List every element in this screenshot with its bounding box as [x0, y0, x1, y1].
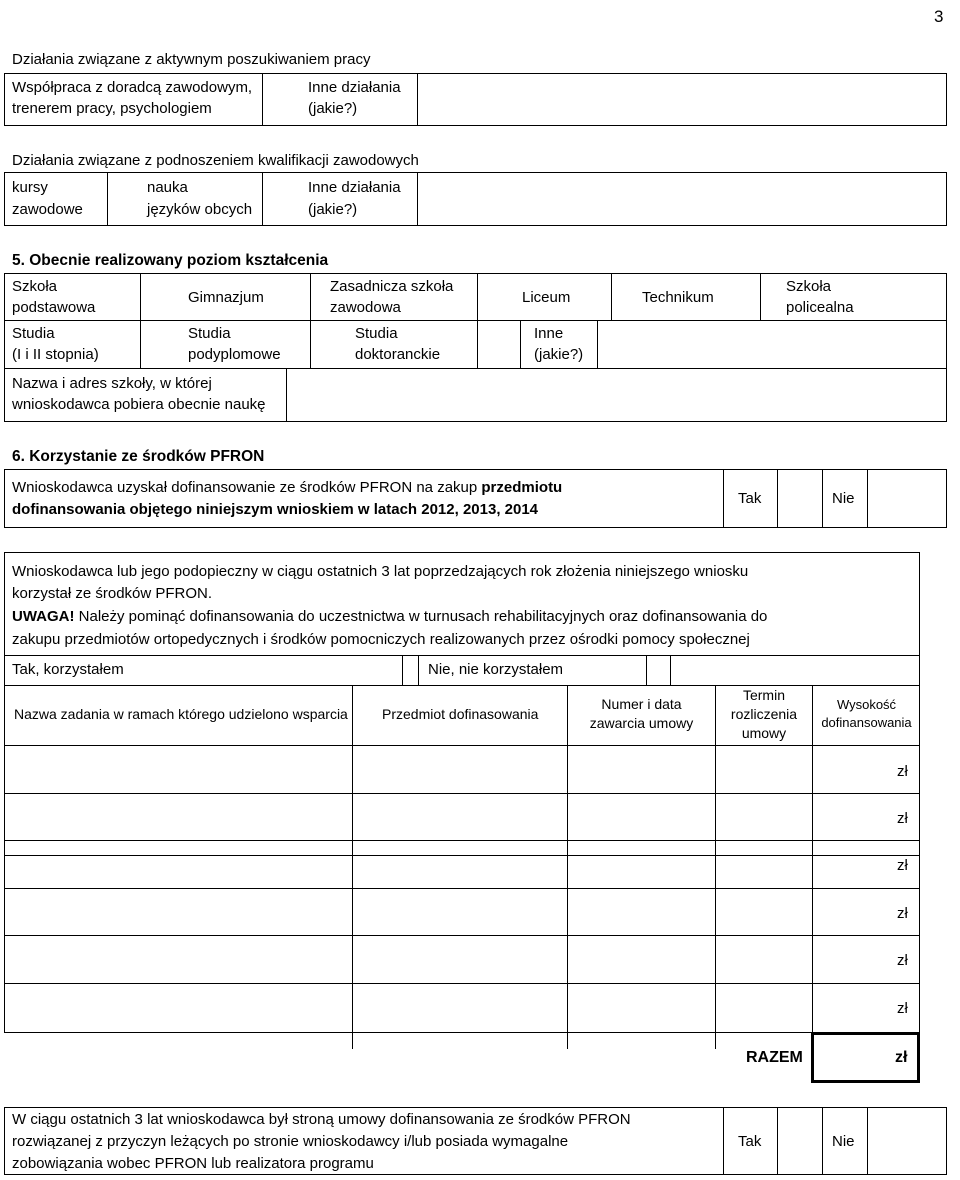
cell-divider — [567, 685, 568, 1049]
job-search-other-label: Inne działania — [308, 79, 401, 96]
row-divider — [4, 320, 947, 321]
table-header-amount: dofinansowania — [821, 715, 912, 730]
table-header-task: Nazwa zadania w ramach którego udzielono wsparcia — [14, 706, 348, 722]
qual-languages-label: języków obcych — [147, 201, 253, 218]
currency-label: zł — [897, 810, 908, 827]
cell-divider — [670, 655, 671, 685]
row-divider — [4, 793, 920, 794]
job-search-heading: Działania związane z aktywnym poszukiwaniem pracy — [12, 51, 371, 68]
currency-label: zł — [897, 905, 908, 922]
row-divider — [4, 840, 920, 841]
table-header-settlement: umowy — [741, 725, 787, 741]
education-heading: 5. Obecnie realizowany poziom kształcenia — [12, 252, 329, 269]
edu-technikum-label: Technikum — [642, 289, 714, 306]
row-divider — [4, 983, 920, 984]
cell-divider — [418, 655, 419, 685]
cell-divider — [310, 320, 311, 368]
pfron-q1-no-label: Nie — [832, 490, 855, 507]
edu-postsecondary-label: Szkoła — [786, 278, 832, 295]
edu-other-label: (jakie?) — [534, 346, 584, 363]
job-search-other-label: (jakie?) — [308, 100, 358, 117]
cell-divider — [107, 172, 108, 226]
edu-postsecondary-label: policealna — [786, 299, 854, 316]
table-header-settlement: Termin — [742, 687, 785, 703]
job-search-other-field[interactable] — [418, 74, 946, 125]
cell-divider — [822, 469, 823, 528]
edu-postgraduate-label: Studia — [188, 325, 231, 342]
page-number: 3 — [934, 7, 944, 26]
edu-other-label: Inne — [534, 325, 564, 342]
cell-divider — [597, 320, 598, 368]
cell-divider — [520, 320, 521, 368]
pfron-q3-yes-checkbox[interactable] — [778, 1108, 822, 1174]
table-header-contract: Numer i data — [601, 696, 682, 712]
table-header-settlement: rozliczenia — [730, 706, 798, 722]
pfron-q3-text: zobowiązania wobec PFRON lub realizatora programu — [12, 1155, 374, 1172]
table-border — [4, 856, 5, 1033]
pfron-q3-text: W ciągu ostatnich 3 lat wnioskodawca był stroną umowy dofinansowania ze środków PFRON — [12, 1111, 631, 1128]
cell-divider — [477, 320, 478, 368]
pfron-q1-yes-checkbox[interactable] — [778, 470, 822, 527]
cell-divider — [140, 320, 141, 368]
row-divider — [4, 935, 920, 936]
job-search-counseling-label: trenerem pracy, psychologiem — [12, 100, 212, 117]
school-name-label: Nazwa i adres szkoły, w której — [12, 375, 212, 392]
qual-other-label: (jakie?) — [308, 201, 358, 218]
pfron-q3-text: rozwiązanej z przyczyn leżących po stronie wnioskodawcy i/lub posiada wymagalne — [12, 1133, 569, 1150]
cell-divider — [611, 273, 612, 320]
pfron-option-no-label: Nie, nie korzystałem — [428, 661, 564, 678]
cell-divider — [812, 685, 813, 1049]
pfron-q3-no-label: Nie — [832, 1133, 855, 1150]
row-divider — [4, 888, 920, 889]
pfron-q3-yes-label: Tak — [738, 1133, 762, 1150]
pfron-q1-no-checkbox[interactable] — [868, 470, 946, 527]
edu-doctoral-label: doktoranckie — [355, 346, 441, 363]
qual-languages-label: nauka — [147, 179, 188, 196]
edu-postgraduate-label: podyplomowe — [188, 346, 281, 363]
cell-divider — [477, 273, 478, 320]
edu-doctoral-label: Studia — [355, 325, 398, 342]
job-search-counseling-label: Współpraca z doradcą zawodowym, — [12, 79, 253, 96]
school-name-field[interactable] — [287, 369, 946, 421]
edu-primary-label: Szkoła — [12, 278, 58, 295]
pfron-q2-text: korzystał ze środków PFRON. — [12, 585, 213, 602]
qual-courses-label: zawodowe — [12, 201, 83, 218]
cell-divider — [310, 273, 311, 320]
edu-gimnazjum-label: Gimnazjum — [188, 289, 264, 306]
cell-divider — [262, 172, 263, 226]
edu-liceum-label: Liceum — [522, 289, 571, 306]
table-header-amount: Wysokość — [836, 697, 897, 712]
pfron-heading: 6. Korzystanie ze środków PFRON — [12, 448, 265, 465]
pfron-q1-text: dofinansowania objętego niniejszym wnioskiem w latach 2012, 2013, 2014 — [12, 501, 539, 518]
currency-label: zł — [897, 857, 908, 874]
qual-other-field[interactable] — [418, 173, 946, 225]
edu-vocational-label: Zasadnicza szkoła — [330, 278, 454, 295]
edu-studies-label: Studia — [12, 325, 55, 342]
cell-divider — [140, 273, 141, 320]
edu-studies-label: (I i II stopnia) — [12, 346, 99, 363]
pfron-option-no-checkbox[interactable] — [647, 656, 670, 684]
pfron-q2-warning: UWAGA! Należy pominąć dofinansowania do uczestnictwa w turnusach rehabilitacyjnych oraz dofinansowania do — [12, 608, 768, 625]
row-divider — [4, 745, 920, 746]
qualifications-heading: Działania związane z podnoszeniem kwalifikacji zawodowych — [12, 152, 419, 169]
table-header-contract: zawarcia umowy — [589, 715, 694, 731]
pfron-q3-no-checkbox[interactable] — [868, 1108, 946, 1174]
cell-divider — [723, 469, 724, 528]
table-header-subject: Przedmiot dofinasowania — [382, 706, 539, 722]
currency-label: zł — [897, 763, 908, 780]
cell-divider — [723, 1107, 724, 1175]
edu-vocational-label: zawodowa — [330, 299, 401, 316]
qual-other-label: Inne działania — [308, 179, 401, 196]
cell-divider — [822, 1107, 823, 1175]
table-border — [919, 856, 920, 1033]
currency-label: zł — [897, 1000, 908, 1017]
pfron-option-yes-checkbox[interactable] — [403, 656, 418, 684]
cell-divider — [760, 273, 761, 320]
row-divider — [4, 1032, 920, 1033]
pfron-q1-yes-label: Tak — [738, 490, 762, 507]
cell-divider — [352, 685, 353, 1049]
job-search-counseling-checkbox[interactable] — [246, 79, 263, 96]
pfron-q1-text: Wnioskodawca uzyskał dofinansowanie ze środków PFRON na zakup przedmiotu — [12, 479, 563, 496]
edu-primary-label: podstawowa — [12, 299, 96, 316]
pfron-option-yes-label: Tak, korzystałem — [12, 661, 124, 678]
school-name-label: wnioskodawca pobiera obecnie naukę — [12, 396, 266, 413]
row-divider — [4, 655, 920, 656]
qual-courses-label: kursy — [12, 179, 48, 196]
total-label: RAZEM — [746, 1049, 803, 1066]
currency-label: zł — [897, 952, 908, 969]
total-currency: zł — [895, 1049, 908, 1066]
pfron-q2-text: Wnioskodawca lub jego podopieczny w ciągu ostatnich 3 lat poprzedzających rok złożenia niniejszego wniosku — [12, 563, 749, 580]
pfron-q2-warning: zakupu przedmiotów ortopedycznych i środków pomocniczych realizowanych przez ośrodki pomocy społecznej — [12, 631, 750, 648]
